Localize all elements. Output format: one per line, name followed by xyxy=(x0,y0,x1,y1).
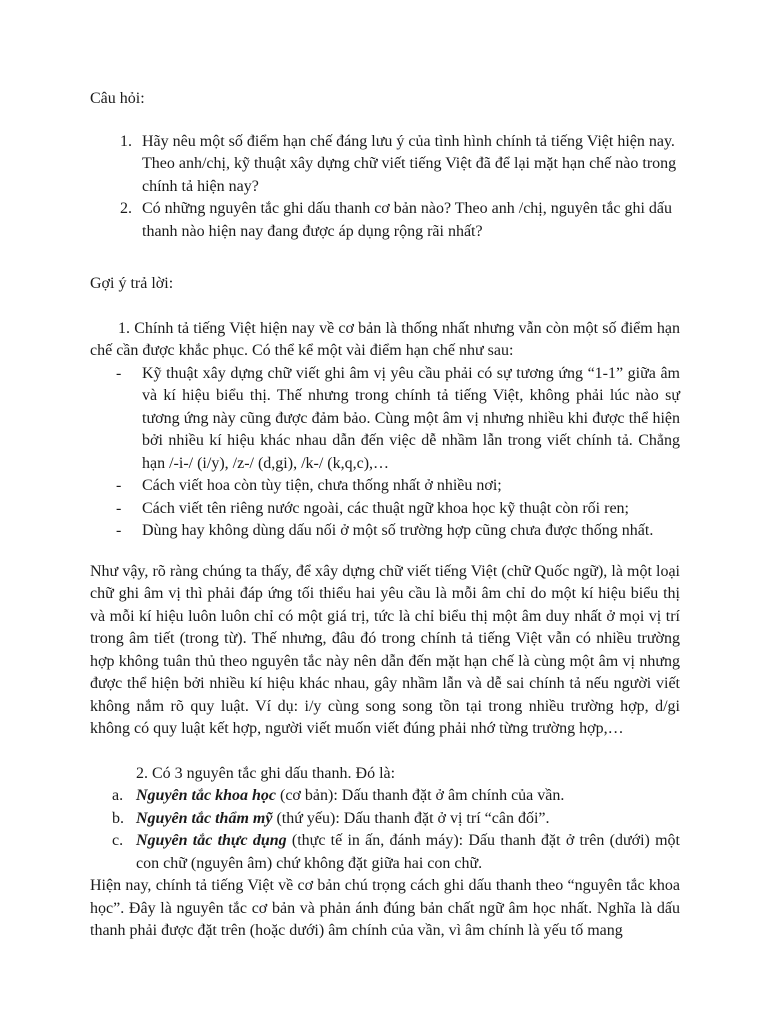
principle-item xyxy=(90,808,680,831)
bullet-item: - Dùng hay không dùng dấu nối ở một số trường hợp cũng chưa được thống nhất. xyxy=(90,520,680,543)
answer2-intro: 2. Có 3 nguyên tắc ghi dấu thanh. Đó là: xyxy=(136,764,396,782)
question-item: 2. Có những nguyên tắc ghi dấu thanh cơ bản nào? Theo anh /chị, nguyên tắc ghi dấu thanh nào hiện nay đang được áp dụng rộng rãi nhất? xyxy=(136,198,680,243)
bullet-item: - Cách viết tên riêng nước ngoài, các thuật ngữ khoa học kỹ thuật còn rối ren; xyxy=(90,498,680,521)
questions-list xyxy=(90,131,680,244)
principle-description: (thứ yếu): Dấu thanh đặt ở vị trí “cân đối”. xyxy=(272,809,550,827)
answer1-bullets xyxy=(90,363,680,543)
principle-marker: b. xyxy=(112,809,124,827)
principle-marker: a. xyxy=(112,787,124,804)
principle-item xyxy=(90,785,680,808)
question-item: 1. Hãy nêu một số điểm hạn chế đáng lưu ý của tình hình chính tả tiếng Việt hiện nay. Theo anh/chị, kỹ thuật xây dựng chữ viết tiếng Việt đã để lại mặt hạn chế nào trong chính tả hiện nay? xyxy=(136,131,680,199)
principle-description: (thực tế in ấn, đánh máy): Dấu thanh đặt ở trên (dưới) một con chữ (nguyên âm) chứ không đặt giữa hai con chữ. xyxy=(136,832,680,872)
bullet-item: - Kỹ thuật xây dựng chữ viết ghi âm vị yêu cầu phải có sự tương ứng “1-1” giữa âm và kí hiệu biểu thị. Thế nhưng trong chính tả tiếng Việt, không phải lúc nào sự tương ứng này cũng được đảm bảo. Cùng một âm vị nhưng nhiều khi được thể hiện bởi nhiều kí hiệu khác nhau dẫn đến việc dễ nhầm lẫn trong viết chính tả. Chẳng hạn /-i-/ (i/y), /z-/ (d,gi), /k-/ (k,q,c),… xyxy=(90,363,680,476)
bullet-item: - Cách viết hoa còn tùy tiện, chưa thống nhất ở nhiều nơi; xyxy=(90,475,680,498)
principle-name: Nguyên tắc thực dụng xyxy=(136,832,287,849)
answer1-paragraph: Như vậy, rõ ràng chúng ta thấy, để xây dựng chữ viết tiếng Việt (chữ Quốc ngữ), là một loại chữ ghi âm vị thì phải đáp ứng tối thiểu hai yêu cầu là mỗi âm chỉ do một kí hiệu biểu thị và mỗi kí hiệu luôn luôn chỉ có một giá trị, tức là chỉ biểu thị một âm duy nhất ở mọi vị trí trong âm tiết (trong từ). Thế nhưng, đâu đó trong chính tả tiếng Việt vẫn có nhiều trường hợp không tuân thủ theo nguyên tắc này nên dẫn đến mặt hạn chế là cùng một âm vị nhưng được thể hiện bởi nhiều kí hiệu khác nhau, gây nhầm lẫn và dễ sai chính tả nếu người viết không nắm rõ quy luật. Ví dụ: i/y cùng song song tồn tại trong nhiều trường hợp, d/gi không có quy luật kết hợp, người viết muốn viết đúng phải nhớ từng trường hợp,… xyxy=(90,562,680,737)
document-page xyxy=(90,88,680,943)
principle-name: Nguyên tắc khoa học xyxy=(136,787,276,804)
hint-heading: Gợi ý trả lời: xyxy=(90,275,174,292)
principle-item xyxy=(90,830,680,875)
answer1-intro: 1. Chính tả tiếng Việt hiện nay về cơ bản là thống nhất nhưng vẫn còn một số điểm hạn chế cần được khắc phục. Có thể kể một vài điểm hạn chế như sau: xyxy=(90,319,680,359)
spacer xyxy=(90,243,680,273)
principle-description: (cơ bản): Dấu thanh đặt ở âm chính của vần. xyxy=(276,787,565,804)
questions-heading: Câu hỏi: xyxy=(90,90,145,107)
principle-name: Nguyên tắc thẩm mỹ xyxy=(136,809,273,827)
principle-marker: c. xyxy=(112,832,124,849)
answer2-conclusion: Hiện nay, chính tả tiếng Việt về cơ bản chú trọng cách ghi dấu thanh theo “nguyên tắc khoa học”. Đây là nguyên tắc cơ bản và phản ánh đúng bản chất ngữ âm học nhất. Nghĩa là dấu thanh phải được đặt trên (hoặc dưới) âm chính của vần, vì âm chính là yếu tố mang xyxy=(90,877,680,939)
principles-list xyxy=(90,785,680,875)
